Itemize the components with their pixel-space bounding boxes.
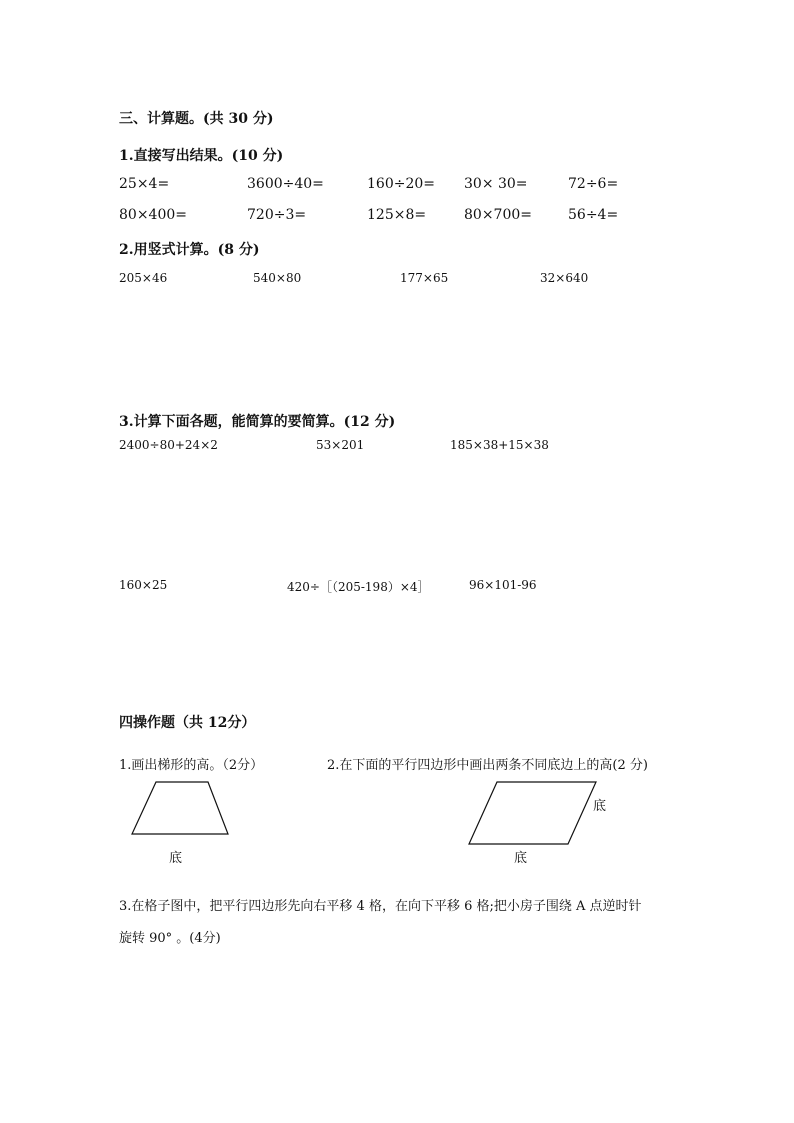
q3-title: 3.计算下面各题，能简算的要简算。(12 分)	[119, 414, 396, 430]
parallelogram-shape	[469, 782, 596, 844]
q1-item: 720÷3=	[247, 207, 307, 223]
q3-item: 53×201	[316, 438, 365, 452]
q1-item: 80×700=	[464, 207, 532, 223]
q3-item: 2400÷80+24×2	[119, 438, 218, 452]
q1-item: 125×8=	[367, 207, 427, 223]
q2-item: 32×640	[540, 271, 589, 285]
q3-item: 420÷［（205-198）×4］	[287, 580, 430, 594]
q1-item: 3600÷40=	[247, 176, 324, 192]
q1-item: 80×400=	[119, 207, 187, 223]
trapezoid-base-label: 底	[169, 851, 183, 866]
q1-item: 72÷6=	[568, 176, 619, 192]
op-q1-text: 1.画出梯形的高。（2分）	[119, 758, 264, 773]
section4-title: 四操作题（共 12分）	[119, 715, 256, 731]
op-q2-text: 2.在下面的平行四边形中画出两条不同底边上的高(2 分)	[327, 758, 648, 773]
op-q3-line2: 旋转 90° 。(4分)	[119, 931, 221, 946]
q3-item: 96×101-96	[469, 578, 537, 592]
q3-item: 160×25	[119, 578, 168, 592]
q2-title: 2.用竖式计算。(8 分)	[119, 242, 260, 258]
q2-item: 540×80	[253, 271, 302, 285]
q1-title: 1.直接写出结果。(10 分)	[119, 148, 284, 164]
q1-item: 56÷4=	[568, 207, 619, 223]
op-q3-line1: 3.在格子图中，把平行四边形先向右平移 4 格，在向下平移 6 格;把小房子围绕 A 点逆时针	[119, 899, 642, 914]
trapezoid-shape	[132, 782, 228, 834]
q1-item: 25×4=	[119, 176, 170, 192]
q3-item: 185×38+15×38	[450, 438, 549, 452]
parallelogram-base-label: 底	[514, 851, 528, 866]
q2-item: 205×46	[119, 271, 168, 285]
q2-item: 177×65	[400, 271, 449, 285]
q1-item: 30× 30=	[464, 176, 528, 192]
section3-title: 三、计算题。(共 30 分)	[119, 111, 274, 127]
parallelogram-side-label: 底	[593, 799, 607, 814]
q1-item: 160÷20=	[367, 176, 435, 192]
